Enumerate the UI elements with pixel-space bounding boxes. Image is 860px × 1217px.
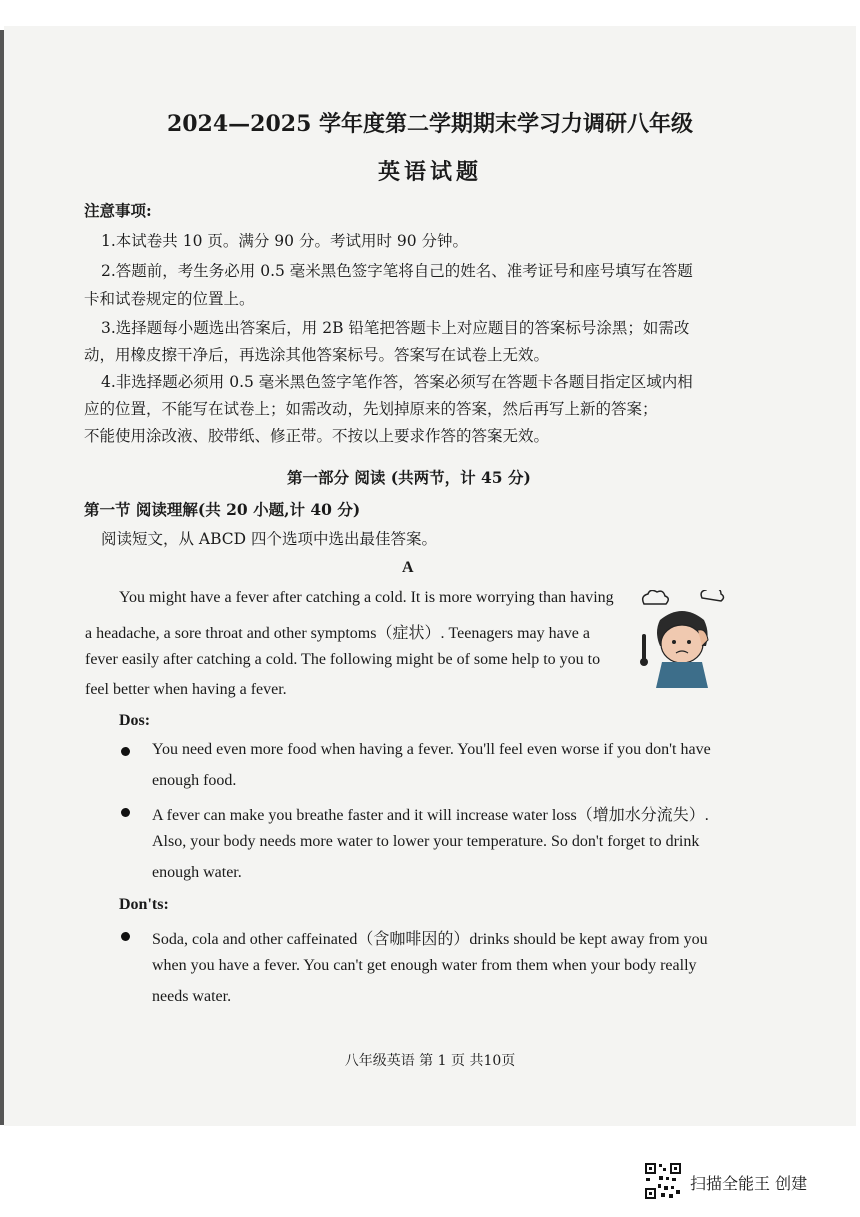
bullet-icon — [121, 932, 130, 941]
dos-line: enough food. — [152, 772, 237, 789]
note-line: 1.本试卷共 10 页。满分 90 分。考试用时 90 分钟。 — [101, 232, 469, 250]
donts-line: needs water. — [152, 988, 232, 1005]
note-line: 应的位置，不能写在试卷上；如需改动，先划掉原来的答案，然后再写上新的答案； — [84, 400, 658, 418]
passage-line: a headache, a sore throat and other symptoms（症状）. Teenagers may have a — [85, 625, 590, 642]
exam-title: 2024—2025 学年度第二学期期末学习力调研八年级 — [166, 111, 694, 137]
passage-line: fever easily after catching a cold. The following might be of some help to you to — [85, 651, 601, 668]
donts-line: when you have a fever. You can't get enough water from them when your body really — [152, 957, 697, 974]
dos-line: Also, your body needs more water to lower your temperature. So don't forget to drink — [152, 833, 700, 850]
exam-subtitle: 英语试题 — [377, 159, 482, 185]
donts-heading: Don'ts: — [119, 896, 169, 913]
section-heading: 第一节 阅读理解(共 20 小题,计 40 分) — [84, 500, 361, 519]
section-instruction: 阅读短文，从 ABCD 四个选项中选出最佳答案。 — [101, 530, 438, 548]
qr-code-icon — [644, 1162, 682, 1200]
note-line: 卡和试卷规定的位置上。 — [84, 290, 255, 308]
passage-line: You might have a fever after catching a cold. It is more worrying than having — [119, 589, 614, 606]
dos-line: enough water. — [152, 864, 242, 881]
note-line: 不能使用涂改液、胶带纸、修正带。不按以上要求作答的答案无效。 — [84, 427, 550, 445]
bullet-icon — [121, 808, 130, 817]
sick-child-illustration — [636, 590, 728, 690]
note-line: 动，用橡皮擦干净后，再选涂其他答案标号。答案写在试卷上无效。 — [84, 346, 550, 364]
scanner-watermark — [640, 1160, 840, 1200]
note-line: 2.答题前，考生务必用 0.5 毫米黑色签字笔将自己的姓名、准考证号和座号填写在答题 — [101, 262, 693, 280]
note-line: 4.非选择题必须用 0.5 毫米黑色签字笔作答，答案必须写在答题卡各题目指定区域内相 — [101, 373, 693, 391]
watermark-text: 扫描全能王 创建 — [690, 1174, 808, 1193]
dos-line: You need even more food when having a fever. You'll feel even worse if you don't have — [152, 741, 711, 758]
scan-edge — [0, 30, 4, 1125]
donts-line: Soda, cola and other caffeinated（含咖啡因的）drinks should be kept away from you — [152, 931, 708, 948]
passage-line: feel better when having a fever. — [85, 681, 287, 698]
part-heading: 第一部分 阅读 (共两节，计 45 分) — [287, 468, 531, 487]
notes-heading: 注意事项: — [84, 201, 152, 220]
page-footer: 八年级英语 第 1 页 共10页 — [344, 1053, 516, 1069]
bullet-icon — [121, 747, 130, 756]
note-line: 3.选择题每小题选出答案后，用 2B 铅笔把答题卡上对应题目的答案标号涂黑；如需改 — [101, 319, 690, 337]
passage-label: A — [402, 559, 414, 576]
dos-line: A fever can make you breathe faster and it will increase water loss（增加水分流失）. — [152, 807, 709, 824]
dos-heading: Dos: — [119, 712, 151, 729]
